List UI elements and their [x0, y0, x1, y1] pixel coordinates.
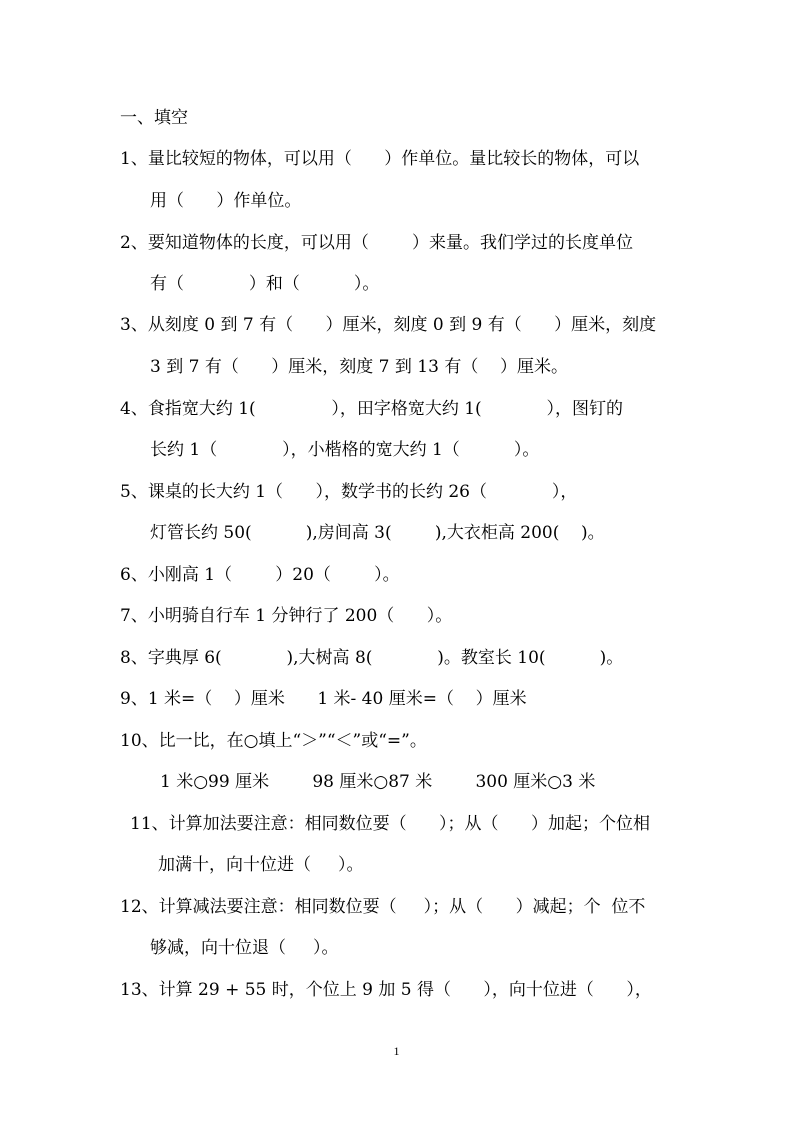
question-line: 3、从刻度 0 到 7 有（ ）厘米，刻度 0 到 9 有（ ）厘米，刻度 — [120, 315, 657, 335]
question-line: 5、课桌的长大约 1（ ），数学书的长约 26（ ）， — [120, 482, 578, 502]
question-line: 长约 1（ ），小楷格的宽大约 1（ ）。 — [150, 440, 540, 460]
question-line: 1 米○99 厘米 98 厘米○87 米 300 厘米○3 米 — [160, 772, 596, 792]
question-line: 加满十，向十位进（ ）。 — [158, 855, 364, 875]
question-line: 7、小明骑自行车 1 分钟行了 200（ ）。 — [120, 606, 453, 626]
question-line: 3 到 7 有（ ）厘米，刻度 7 到 13 有（ ）厘米。 — [150, 357, 568, 377]
question-line: 11、计算加法要注意：相同数位要（ ）；从（ ）加起；个位相 — [130, 814, 650, 834]
question-line: 12、计算减法要注意：相同数位要（ ）；从（ ）减起；个 位不 — [120, 897, 646, 917]
question-line: 8、字典厚 6( ),大树高 8( )。教室长 10( )。 — [120, 648, 624, 668]
question-line: 有（ ）和（ ）。 — [150, 274, 380, 294]
question-line: 够减，向十位退（ ）。 — [150, 938, 339, 958]
question-line: 用（ ）作单位。 — [150, 191, 302, 211]
section-title: 一、填空 — [120, 108, 188, 128]
question-line: 6、小刚高 1（ ）20（ ）。 — [120, 565, 400, 585]
question-line: 13、计算 29 + 55 时，个位上 9 加 5 得（ ），向十位进（ ）， — [120, 980, 652, 1000]
page-number: 1 — [393, 1044, 400, 1058]
question-line: 2、要知道物体的长度，可以用（ ）来量。我们学过的长度单位 — [120, 233, 634, 253]
question-line: 灯管长约 50( ),房间高 3( ),大衣柜高 200( )。 — [150, 523, 605, 543]
question-line: 4、食指宽大约 1( ），田字格宽大约 1( ），图钉的 — [120, 399, 624, 419]
question-line: 10、比一比，在○填上“＞”“＜”或“=”。 — [120, 731, 427, 751]
question-line: 9、1 米=（ ）厘米 1 米- 40 厘米=（ ）厘米 — [120, 689, 527, 709]
question-line: 1、量比较短的物体，可以用（ ）作单位。量比较长的物体，可以 — [120, 149, 640, 169]
